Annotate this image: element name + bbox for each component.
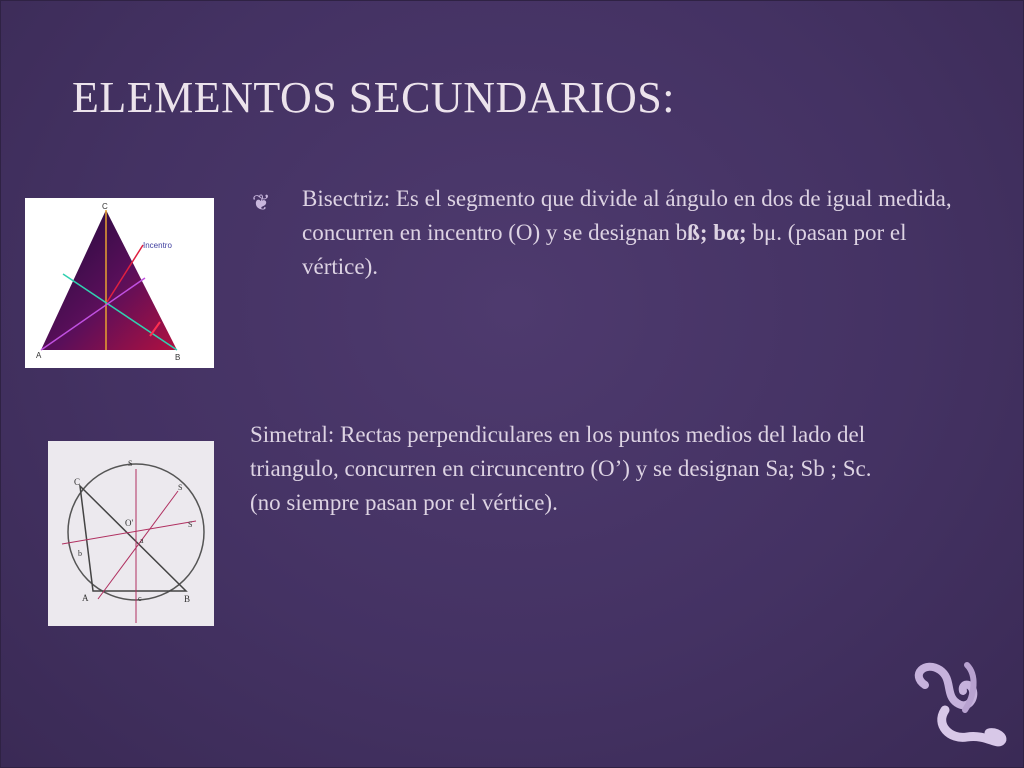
vertex-a-label: A bbox=[82, 593, 89, 603]
triangle-shape bbox=[41, 210, 177, 350]
bisectriz-text-b: bμ. (pasan por el vértice). bbox=[302, 220, 907, 279]
bisectriz-triangle-svg bbox=[25, 198, 214, 368]
bisectriz-text-bold: ß; bα; bbox=[687, 220, 747, 245]
bisectriz-paragraph bbox=[302, 182, 962, 284]
vertex-c-label: C bbox=[74, 477, 81, 487]
circumcenter-label: O' bbox=[125, 518, 134, 528]
bisectriz-diagram bbox=[25, 198, 214, 368]
simetral-paragraph: Simetral: Rectas perpendiculares en los puntos medios del lado del triangulo, concurren en circuncentro (O’) y se designan Sa; Sb ; Sc. (no siempre pasan por el vértice). bbox=[250, 422, 872, 515]
sa-label: S bbox=[188, 520, 193, 529]
sb-label: S bbox=[178, 483, 183, 492]
simetral-circle-svg bbox=[48, 441, 214, 626]
simetral-b bbox=[98, 491, 178, 599]
vertex-b-label: B bbox=[175, 353, 181, 362]
sc-label: S bbox=[128, 459, 133, 468]
side-b-label: b bbox=[78, 549, 82, 558]
side-c-label: c bbox=[138, 594, 142, 603]
incentro-label: Incentro bbox=[143, 241, 172, 250]
flourish-logo-icon bbox=[905, 655, 1015, 755]
vertex-c-label: C bbox=[102, 202, 108, 211]
slide-title: ELEMENTOS SECUNDARIOS: bbox=[72, 73, 676, 122]
bisectriz-text-a: Bisectriz: Es el segmento que divide al ángulo en dos de igual medida, concurren en incentro (O) y se designan b bbox=[302, 186, 952, 245]
simetral-diagram bbox=[48, 441, 214, 626]
vertex-b-label: B bbox=[184, 594, 191, 604]
flourish-bullet-icon: ❦ bbox=[252, 190, 271, 215]
vertex-a-label: A bbox=[36, 351, 42, 360]
side-a-label: a bbox=[140, 536, 144, 545]
